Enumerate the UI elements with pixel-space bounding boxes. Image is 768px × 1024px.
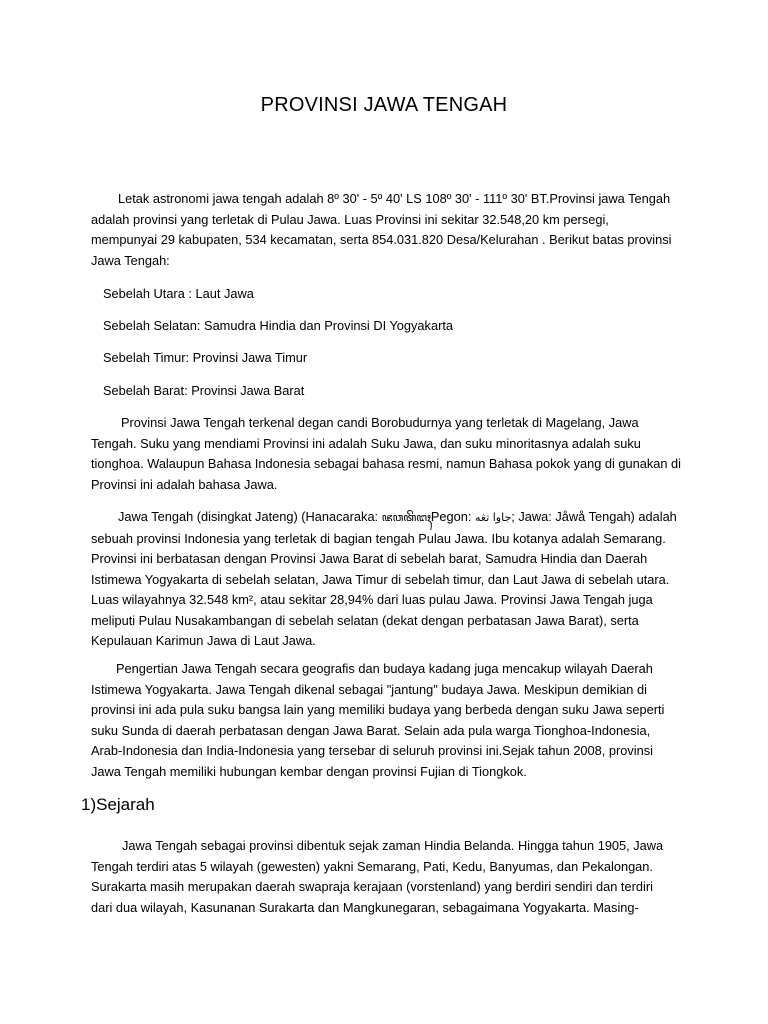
paragraph-line: Jawa Tengah memiliki hubungan kembar dengan provinsi Fujian di Tiongkok. — [91, 763, 527, 779]
geography-paragraph — [91, 659, 691, 782]
paragraph-line: Pengertian Jawa Tengah secara geografis dan budaya kadang juga mencakup wilayah Daerah — [116, 661, 653, 676]
border-east: Sebelah Timur: Provinsi Jawa Timur — [103, 350, 308, 365]
border-south: Sebelah Selatan: Samudra Hindia dan Provinsi DI Yogyakarta — [103, 318, 454, 333]
paragraph-line: Istimewa Yogyakarta. Jawa Tengah dikenal sebagai "jantung" budaya Jawa. Meskipun demikian di — [91, 681, 647, 697]
section-heading-sejarah: 1)Sejarah — [81, 795, 155, 814]
paragraph-line: meliputi Pulau Nusakambangan di sebelah selatan (dekat dengan perbatasan Jawa Barat), serta — [91, 612, 639, 628]
jateng-paragraph — [91, 507, 691, 652]
para3-text-middle: Pegon: — [430, 509, 475, 524]
intro-line: Jawa Tengah: — [91, 252, 170, 268]
paragraph-line: sebuah provinsi Indonesia yang terletak di bagian tengah Pulau Jawa. Ibu kotanya adalah Semarang. — [91, 530, 666, 546]
pegon-script: جاوا تڠه — [474, 511, 512, 524]
paragraph-line: Kepulauan Karimun Jawa di Laut Jawa. — [91, 633, 316, 648]
intro-paragraph — [91, 189, 691, 271]
paragraph-line: Provinsi ini adalah bahasa Jawa. — [91, 476, 278, 492]
paragraph-line: Istimewa Yogyakarta di sebelah selatan, Jawa Timur di sebelah timur, dan Laut Jawa di sebelah utara. — [91, 571, 670, 587]
history-paragraph — [91, 836, 691, 918]
paragraph-line: Jawa Tengah sebagai provinsi dibentuk sejak zaman Hindia Belanda. Hingga tahun 1905, Jawa — [122, 838, 664, 853]
para3-text-after: ; Jawa: Jåwå Tengah) adalah — [511, 509, 677, 524]
para3-text-before: Jawa Tengah (disingkat Jateng) (Hanacaraka: — [118, 509, 382, 524]
paragraph-line: Tengah terdiri atas 5 wilayah (gewesten) yakni Semarang, Pati, Kedu, Banyumas, dan Pekalongan. — [91, 858, 653, 874]
paragraph-line: Provinsi Jawa Tengah terkenal degan candi Borobudurnya yang terletak di Magelang, Jawa — [121, 415, 639, 430]
paragraph-line: Luas wilayahnya 32.548 km², atau sekitar 28,94% dari luas pulau Jawa. Provinsi Jawa Tengah juga — [91, 592, 653, 607]
paragraph-line: Surakarta masih merupakan daerah swapraja kerajaan (vorstenland) yang berdiri sendiri dan terdiri — [91, 879, 653, 894]
intro-line: adalah provinsi yang terletak di Pulau Jawa. Luas Provinsi ini sekitar 32.548,20 km persegi, — [91, 211, 609, 227]
intro-line: Letak astronomi jawa tengah adalah 8º 30' - 5º 40' LS 108º 30' - 111º 30' BT.Provinsi jawa Tengah — [118, 191, 671, 206]
paragraph-line — [91, 507, 691, 529]
paragraph-line: provinsi ini ada pula suku bangsa lain yang memiliki budaya yang berbeda dengan suku Jawa seperti — [91, 702, 665, 717]
borobudur-paragraph — [91, 413, 691, 495]
paragraph-line: Provinsi ini berbatasan dengan Provinsi Jawa Barat di sebelah barat, Samudra Hindia dan Daerah — [91, 551, 648, 566]
page-title: PROVINSI JAWA TENGAH — [260, 94, 508, 116]
border-west: Sebelah Barat: Provinsi Jawa Barat — [103, 383, 305, 398]
paragraph-line: dari dua wilayah, Kasunanan Surakarta dan Mangkunegaran, sebagaimana Yogyakarta. Masing- — [91, 899, 639, 915]
border-north: Sebelah Utara : Laut Jawa — [103, 286, 254, 301]
javanese-script: ꦗꦮꦠꦼꦔꦃ — [381, 511, 431, 524]
intro-line: mempunyai 29 kabupaten, 534 kecamatan, serta 854.031.820 Desa/Kelurahan . Berikut batas provinsi — [91, 232, 672, 247]
paragraph-line: suku Sunda di daerah perbatasan dengan Jawa Barat. Selain ada pula warga Tionghoa-Indonesia, — [91, 722, 651, 738]
paragraph-line: Arab-Indonesia dan India-Indonesia yang tersebar di seluruh provinsi ini.Sejak tahun 2008, provinsi — [91, 743, 653, 758]
paragraph-line: Tengah. Suku yang mendiami Provinsi ini adalah Suku Jawa, dan suku minoritasnya adalah suku — [91, 435, 641, 451]
paragraph-line: tionghoa. Walaupun Bahasa Indonesia sebagai bahasa resmi, namun Bahasa pokok yang di gunakan di — [91, 456, 682, 471]
